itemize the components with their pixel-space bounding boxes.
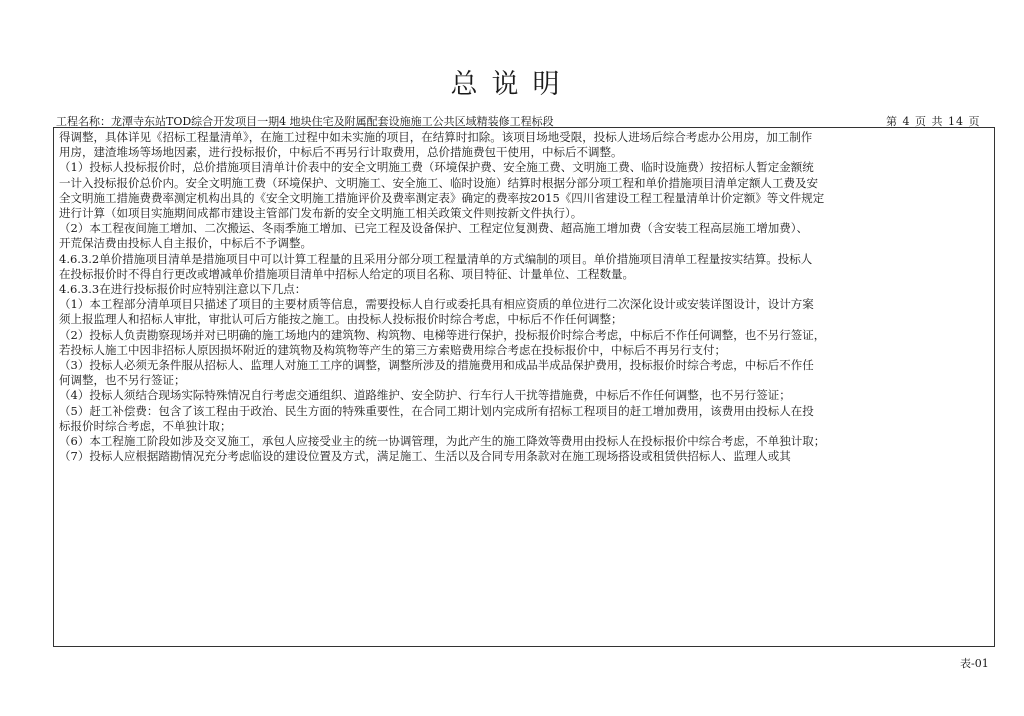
text-line: （7）投标人应根据踏勘情况充分考虑临设的建设位置及方式，满足施工、生活以及合同专用条款对在施工现场搭设或租赁供招标人、监理人或其 (59, 449, 791, 464)
text-line: （1）本工程部分清单项目只描述了项目的主要材质等信息，需要投标人自行或委托具有相应资质的单位进行二次深化设计或安装详图设计，设计方案 (59, 297, 814, 312)
text-line: 进行计算（如项目实施期间成都市建设主管部门发布新的安全文明施工相关政策文件则按新文件执行）。 (59, 206, 583, 221)
text-line: （2）本工程夜间施工增加、二次搬运、冬雨季施工增加、已完工程及设备保护、工程定位复测费、超高施工增加费（含安装工程高层施工增加费）、 (59, 221, 809, 236)
text-line: 一计入投标报价总价内。安全文明施工费（环境保护、文明施工、安全施工、临时设施）结算时根据分部分项工程和单价措施项目清单定额人工费及安 (59, 175, 818, 190)
text-line: 须上报监理人和招标人审批，审批认可后方能按之施工。由投标人投标报价时综合考虑，中标后不作任何调整； (59, 312, 623, 327)
text-line: （1）投标人投标报价时，总价措施项目清单计价表中的安全文明施工费（环境保护费、安全施工费、文明施工费、临时设施费）按招标人暂定金额统 (59, 160, 814, 175)
page-indicator: 第 4 页 共 14 页 (886, 115, 981, 128)
text-line: 用房，建渣堆场等场地因素，进行投标报价，中标后不再另行计取费用，总价措施费包干使用，中标后不调整。 (59, 145, 623, 160)
description-body (59, 130, 991, 464)
project-name: 工程名称：龙潭寺东站TOD综合开发项目一期4 地块住宅及附属配套设施施工公共区域精装修工程标段 (56, 115, 554, 128)
text-line: 何调整，也不另行签证； (59, 373, 186, 388)
text-line: 4.6.3.2单价措施项目清单是措施项目中可以计算工程量的且采用分部分项工程量清单的方式编制的项目。单价措施项目清单工程量按实结算。投标人 (59, 251, 813, 266)
text-line: 标报价时综合考虑，不单独计取； (59, 418, 232, 433)
text-line: 4.6.3.3在进行投标报价时应特别注意以下几点： (59, 282, 307, 297)
text-line: 得调整，具体详见《招标工程量清单》，在施工过程中如未实施的项目，在结算时扣除。该项目场地受限，投标人进场后综合考虑办公用房，加工制作 (59, 130, 813, 144)
text-line: 在投标报价时不得自行更改或增减单价措施项目清单中招标人给定的项目名称、项目特征、计量单位、工程数量。 (59, 266, 634, 281)
document-title: 总说明 (450, 69, 574, 100)
text-line: （2）投标人负责勘察现场并对已明确的施工场地内的建筑物、构筑物、电梯等进行保护，投标报价时综合考虑，中标后不作任何调整，也不另行签证， (59, 327, 826, 342)
text-line: 开荒保洁费由投标人自主报价，中标后不予调整。 (59, 236, 312, 251)
text-line: （6）本工程施工阶段如涉及交叉施工，承包人应接受业主的统一协调管理，为此产生的施工降效等费用由投标人在投标报价中综合考虑，不单独计取； (59, 434, 826, 449)
text-line: 全文明施工措施费费率测定机构出具的《安全文明施工措施评价及费率测定表》确定的费率按2015《四川省建设工程工程量清单计价定额》等文件规定 (59, 190, 825, 205)
text-line: （4）投标人须结合现场实际特殊情况自行考虑交通组织、道路维护、安全防护、行车行人干扰等措施费，中标后不作任何调整，也不另行签证； (59, 388, 791, 403)
text-line: （5）赶工补偿费：包含了该工程由于政治、民生方面的特殊重要性，在合同工期计划内完成所有招标工程项目的赶工增加费用，该费用由投标人在投 (59, 403, 814, 418)
text-line: 若投标人施工中因非招标人原因损坏附近的建筑物及构筑物等产生的第三方索赔费用综合考虑在投标报价中，中标后不再另行支付； (59, 342, 726, 357)
text-line: （3）投标人必须无条件服从招标人、监理人对施工工序的调整，调整所涉及的措施费用和成品半成品保护费用，投标报价时综合考虑，中标后不作任 (59, 358, 814, 373)
form-number: 表-01 (960, 657, 989, 670)
